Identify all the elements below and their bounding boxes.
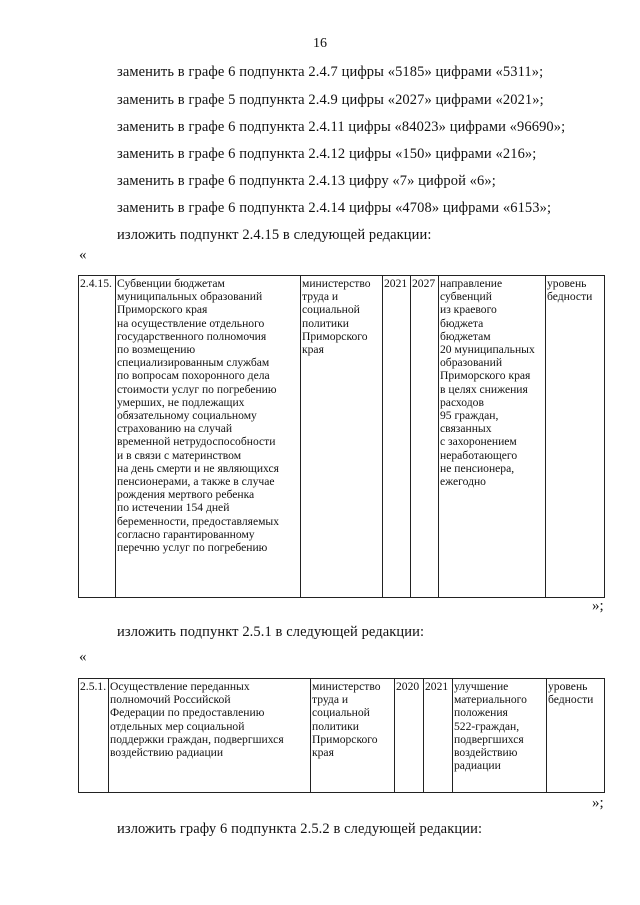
instruction-line: заменить в графе 5 подпункта 2.4.9 цифры «2027» цифрами «2021»;: [117, 92, 544, 108]
instruction-line: заменить в графе 6 подпункта 2.4.7 цифры «5185» цифрами «5311»;: [117, 64, 544, 80]
close-quote: »;: [592, 795, 604, 811]
responsible-executor: министерство труда и социальной политики Приморского края: [311, 679, 395, 793]
subitem-number: 2.5.1.: [79, 679, 109, 793]
responsible-executor: министерство труда и социальной политики Приморского края: [301, 276, 383, 598]
instruction-line: заменить в графе 6 подпункта 2.4.11 цифры «84023» цифрами «96690»;: [117, 119, 566, 135]
target-indicator: уровень бедности: [546, 276, 605, 598]
close-quote: »;: [592, 598, 604, 614]
expected-result: улучшение материального положения 522-граждан, подвергшихся воздействию радиации: [453, 679, 547, 793]
subitem-number: 2.4.15.: [79, 276, 116, 598]
start-year: 2020: [395, 679, 424, 793]
open-quote: «: [79, 247, 87, 263]
measure-description: Субвенции бюджетам муниципальных образований Приморского края на осуществление отдельного государственного полномочия по возмещению специализированным службам по вопросам похоронного дела стоимости услуг по погребению умерших, не подлежащих обязательному социальному страхованию на случай временной нетрудоспособности и в связи с материнством на день смерти и не являющихся пенсионерами, а также в случае рождения мертвого ребенка по истечении 154 дней беременности, предоставляемых согласно гарантированному перечню услуг по погребению: [116, 276, 301, 598]
table-row: [79, 679, 605, 793]
instruction-line: заменить в графе 6 подпункта 2.4.13 цифру «7» цифрой «6»;: [117, 173, 496, 189]
subitem-2-4-15-table: [78, 275, 605, 598]
subitem-2-5-1-table: [78, 678, 605, 793]
instruction-line: изложить графу 6 подпункта 2.5.2 в следующей редакции:: [117, 821, 483, 837]
start-year: 2021: [383, 276, 411, 598]
measure-description: Осуществление переданных полномочий Российской Федерации по предоставлению отдельных мер социальной поддержки граждан, подвергшихся воздействию радиации: [109, 679, 311, 793]
expected-result: направление субвенций из краевого бюджета бюджетам 20 муниципальных образований Приморского края в целях снижения расходов 95 граждан, связанных с захоронением неработающего не пенсионера, ежегодно: [439, 276, 546, 598]
instruction-line: заменить в графе 6 подпункта 2.4.12 цифры «150» цифрами «216»;: [117, 146, 537, 162]
end-year: 2021: [424, 679, 453, 793]
target-indicator: уровень бедности: [547, 679, 605, 793]
table-row: [79, 276, 605, 598]
page-number: 16: [313, 36, 327, 51]
instruction-line: заменить в графе 6 подпункта 2.4.14 цифры «4708» цифрами «6153»;: [117, 200, 552, 216]
instruction-line: изложить подпункт 2.4.15 в следующей редакции:: [117, 227, 432, 243]
open-quote: «: [79, 649, 87, 665]
end-year: 2027: [411, 276, 439, 598]
instruction-line: изложить подпункт 2.5.1 в следующей редакции:: [117, 624, 425, 640]
